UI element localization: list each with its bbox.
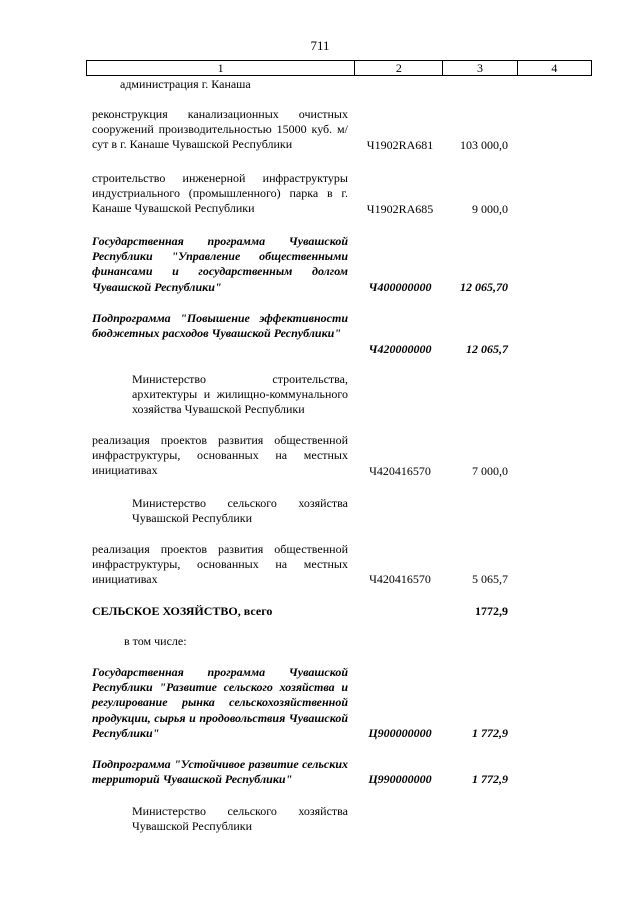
row-code: Ч400000000 bbox=[368, 280, 432, 294]
row-code: Ч1902RA681 bbox=[366, 138, 434, 152]
row-code: Ч420416570 bbox=[369, 464, 431, 478]
row-text: Государственная программа Чувашской Республики "Развитие сельского хозяйства и регулирование рынка сельскохозяйственной продукции, сырья и продовольствия Чувашской Республики" bbox=[92, 665, 348, 740]
row-text: в том числе: bbox=[124, 634, 187, 648]
row-amount: 9 000,0 bbox=[472, 202, 508, 216]
column-header-3: 3 bbox=[443, 61, 517, 76]
row-text: реализация проектов развития общественной инфраструктуры, основанных на местных инициативах bbox=[92, 542, 348, 587]
row-code: Ч1902RA685 bbox=[366, 202, 434, 216]
row-amount: 1772,9 bbox=[475, 604, 508, 618]
column-header-4: 4 bbox=[517, 61, 591, 76]
row-amount: 12 065,70 bbox=[460, 280, 508, 294]
row-text: администрация г. Канаша bbox=[120, 77, 251, 91]
row-text: Министерство сельского хозяйства Чувашской Республики bbox=[132, 804, 348, 834]
column-header-1: 1 bbox=[87, 61, 355, 76]
row-amount: 12 065,7 bbox=[466, 342, 508, 356]
row-code: Ч420000000 bbox=[368, 342, 432, 356]
row-amount: 7 000,0 bbox=[472, 464, 508, 478]
row-text: Государственная программа Чувашской Республики "Управление общественными финансами и государственным долгом Чувашской Республики" bbox=[92, 234, 348, 294]
row-amount: 1 772,9 bbox=[472, 772, 508, 786]
page-number: 711 bbox=[310, 38, 330, 53]
row-text: реконструкция канализационных очистных сооружений производительностью 15000 куб. м/сут в г. Канаше Чувашской Республики bbox=[92, 107, 348, 152]
row-text: Подпрограмма "Устойчивое развитие сельских территорий Чувашской Республики" bbox=[92, 757, 348, 787]
row-code: Ц900000000 bbox=[368, 726, 432, 740]
column-header-table bbox=[86, 60, 592, 76]
row-text: СЕЛЬСКОЕ ХОЗЯЙСТВО, всего bbox=[92, 604, 273, 618]
row-text: Министерство сельского хозяйства Чувашской Республики bbox=[132, 496, 348, 526]
row-code: Ц990000000 bbox=[368, 772, 432, 786]
row-amount: 103 000,0 bbox=[460, 138, 508, 152]
row-text: реализация проектов развития общественной инфраструктуры, основанных на местных инициативах bbox=[92, 433, 348, 478]
row-code: Ч420416570 bbox=[369, 572, 431, 586]
row-amount: 5 065,7 bbox=[472, 572, 508, 586]
row-amount: 1 772,9 bbox=[472, 726, 508, 740]
row-text: Министерство строительства, архитектуры и жилищно-коммунального хозяйства Чувашской Республики bbox=[132, 372, 348, 417]
column-header-2: 2 bbox=[355, 61, 443, 76]
row-text: Подпрограмма "Повышение эффективности бюджетных расходов Чувашской Республики" bbox=[92, 311, 348, 341]
row-text: строительство инженерной инфраструктуры индустриального (промышленного) парка в г. Канаше Чувашской Республики bbox=[92, 171, 348, 216]
